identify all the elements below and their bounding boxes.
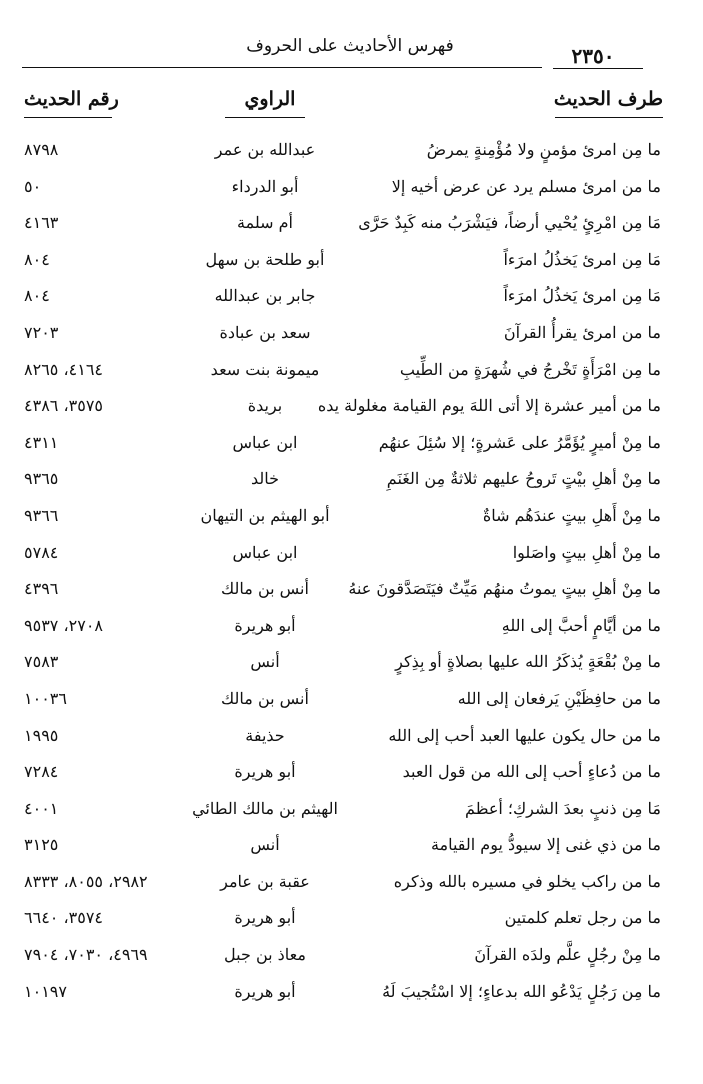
hadith-number: ٧٢٨٤ [24,762,59,782]
hadith-number: ٥٠ [24,176,42,196]
index-row [0,681,703,718]
index-row [0,718,703,755]
hadith-narrator: أبو هريرة [234,908,296,928]
hadith-phrase: ما مِنْ أهلِ بيتٍ يموتُ منهُم مَيِّتٌ فيَتَصَدَّقونَ عنهُ [348,579,661,599]
hadith-phrase: ما مِن امْرَأَةٍ تَخْرجُ في شُهرَةٍ من الطِّيبِ [399,359,661,379]
hadith-phrase: ما من امرئ يقرأُ القرآنَ [503,322,661,342]
index-row [0,864,703,901]
hadith-phrase: ما مِنْ أَهلِ بيتٍ عندَهُم شاةٌ [482,505,661,525]
index-row [0,132,703,169]
hadith-narrator: جابر بن عبدالله [214,286,316,306]
index-row [0,278,703,315]
column-header-narrator: الراوي [244,88,296,110]
hadith-narrator: عبدالله بن عمر [214,140,316,159]
hadith-number: ٩٣٦٥ [24,469,59,489]
hadith-phrase: ما من امرئ مسلم يرد عن عرض أخيه إلا [391,176,661,196]
hadith-narrator: أبو طلحة بن سهل [205,249,325,269]
column-header-number: رقم الحديث [24,88,119,110]
hadith-number: ٤١٦٤، ٨٢٦٥ [24,359,103,379]
hadith-number: ٣١٢٥ [24,835,59,855]
hadith-phrase: ما من دُعاءٍ أحب إلى الله من قول العبد [402,762,661,782]
column-header-underline [225,117,305,118]
hadith-number: ٣٥٧٥، ٤٣٨٦ [24,396,103,416]
hadith-narrator: أبو الهيثم بن التيهان [200,505,330,525]
hadith-narrator: أبو هريرة [234,615,296,635]
index-row [0,169,703,206]
index-row [0,242,703,279]
hadith-narrator: خالد [250,469,280,489]
index-row [0,754,703,791]
hadith-narrator: أم سلمة [237,213,293,233]
hadith-number: ٣٥٧٤، ٦٦٤٠ [24,908,103,928]
hadith-narrator: أنس بن مالك [221,688,309,708]
hadith-phrase: ما مِنْ أهلِ بيتٍ واصَلوا [512,542,661,562]
hadith-phrase: ما مِنْ رجُلٍ علَّم ولدَه القرآنَ [474,945,661,965]
index-row [0,571,703,608]
index-row [0,900,703,937]
hadith-narrator: بريدة [247,396,283,416]
hadith-narrator: أنس [250,652,280,672]
hadith-narrator: الهيثم بن مالك الطائي [192,798,338,818]
hadith-number: ٢٩٨٢، ٨٠٥٥، ٨٣٣٣ [24,871,148,891]
column-header-phrase: طرف الحديث [553,88,663,110]
hadith-phrase: ما من أيَّامٍ أحبَّ إلى اللهِ [501,615,661,635]
hadith-phrase: ما مِنْ أميرٍ يُؤَمَّرُ على عَشرةٍ؛ إلا سُئِلَ عنهُم [378,432,661,452]
index-row [0,388,703,425]
hadith-number: ٨٠٤ [24,286,50,306]
hadith-number: ٢٧٠٨، ٩٥٣٧ [24,615,103,635]
hadith-number: ٨٠٤ [24,249,50,269]
page-number-rule [553,68,643,69]
index-row [0,644,703,681]
page-header [0,0,703,80]
hadith-number: ٥٧٨٤ [24,542,59,562]
hadith-number: ٤١٦٣ [24,213,59,233]
index-row [0,425,703,462]
index-table [0,132,703,1010]
column-header-underline [555,117,663,118]
hadith-narrator: ابن عباس [232,432,298,452]
index-row [0,827,703,864]
hadith-number: ٨٧٩٨ [24,140,59,159]
hadith-narrator: أبو هريرة [234,981,296,1001]
hadith-narrator: أبو هريرة [234,762,296,782]
hadith-number: ١٩٩٥ [24,725,59,745]
page-number: ٢٣٥٠ [571,44,615,68]
hadith-number: ٤٩٦٩، ٧٠٣٠، ٧٩٠٤ [24,945,148,965]
hadith-number: ٧٥٨٣ [24,652,59,672]
index-row [0,608,703,645]
hadith-phrase: ما من حال يكون عليها العبد أحب إلى الله [388,725,661,745]
hadith-narrator: معاذ بن جبل [224,945,306,965]
hadith-phrase: ما من ذي غنى إلا سيودُّ يوم القيامة [430,835,661,855]
hadith-phrase: ما مِن رَجُلٍ يَدْعُو الله بدعاءٍ؛ إلا اسْتُجيبَ لَهُ [382,981,661,1001]
index-row [0,498,703,535]
header-rule [22,67,542,68]
running-title: فهرس الأحاديث على الحروف [246,36,454,56]
hadith-number: ٤٣٩٦ [24,579,59,599]
hadith-number: ١٠٠٣٦ [24,688,67,708]
hadith-phrase: ما من رجل تعلم كلمتين [504,908,661,928]
hadith-phrase: مَا مِن امرئ يَخذُلُ امرَءاً [503,286,661,306]
hadith-narrator: ابن عباس [232,542,298,562]
index-row [0,937,703,974]
hadith-phrase: ما مِنْ بُقْعَةٍ يُذكَرُ الله عليها بصلاةٍ أو بِذِكرٍ [395,652,661,672]
column-header-underline [24,117,112,118]
hadith-number: ٧٢٠٣ [24,322,59,342]
hadith-number: ٤٣١١ [24,432,59,452]
index-row [0,535,703,572]
hadith-phrase: ما مِن امرئ مؤمنٍ ولا مُؤْمِنةٍ يمرضُ [426,140,661,159]
hadith-narrator: أبو الدرداء [231,176,299,196]
hadith-narrator: أنس [250,835,280,855]
index-row [0,352,703,389]
index-row [0,315,703,352]
hadith-narrator: عقبة بن عامر [220,871,310,891]
hadith-number: ٩٣٦٦ [24,505,59,525]
hadith-phrase: ما من أمير عشرة إلا أتى اللهَ يوم القيامة مغلولة يده [317,396,661,416]
hadith-phrase: ما مِنْ أهلِ بيْتٍ تَروحُ عليهم ثلاثةٌ مِن الغَنَمِ [386,469,661,489]
hadith-phrase: مَا مِن امرئ يَخذُلُ امرَءاً [503,249,661,269]
hadith-number: ١٠١٩٧ [24,981,67,1001]
hadith-narrator: أنس بن مالك [221,579,309,599]
index-row [0,205,703,242]
hadith-narrator: سعد بن عبادة [219,322,311,342]
hadith-narrator: حذيفة [245,725,285,745]
hadith-phrase: مَا مِن امْرِئٍ يُحْيي أرضاً، فيَشْرَبُ منه كَبِدٌ حَرَّى [358,213,661,233]
index-row [0,791,703,828]
hadith-narrator: ميمونة بنت سعد [210,359,320,379]
index-row [0,461,703,498]
hadith-phrase: مَا مِن ذنبٍ بعدَ الشركِ؛ أعظمَ [465,798,661,818]
hadith-number: ٤٠٠١ [24,798,59,818]
index-row [0,974,703,1011]
hadith-phrase: ما من راكب يخلو في مسيره بالله وذكره [393,871,661,891]
hadith-phrase: ما من حافِظَيْنِ يَرفعان إلى الله [457,688,661,708]
